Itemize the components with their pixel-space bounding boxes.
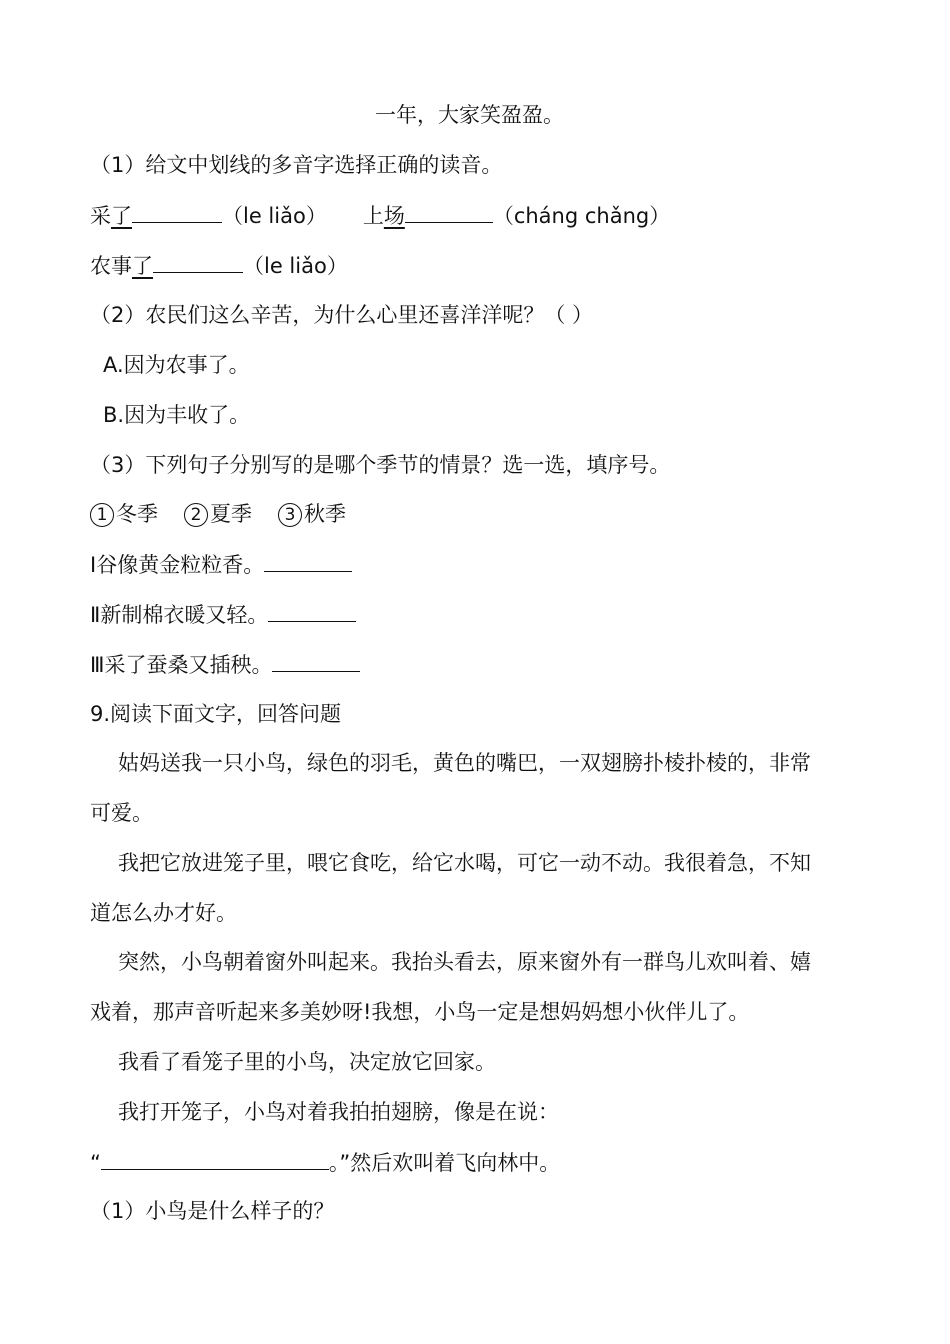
passage-p5: 我打开笼子，小鸟对着我拍拍翅膀，像是在说： [118,1100,559,1124]
passage-p2-line2: 道怎么办才好。 [90,901,237,925]
q1-item1-char: 了 [111,204,132,228]
q3-choice-3 [278,502,346,526]
passage-p2-line1: 我把它放进笼子里，喂它食吃，给它水喝，可它一动不动。我很着急，不知 [118,851,811,875]
q1-item2-prefix: 上 [362,204,384,228]
q3-choice-3-label: 秋季 [304,502,346,526]
passage-p6 [90,1147,560,1178]
circled-number-1: 1 [90,503,114,527]
open-quote: “ [90,1151,101,1175]
q1-item2-char: 场 [383,204,405,228]
q1-item1-blank[interactable] [132,200,222,223]
circled-number-2: 2 [184,503,208,527]
q3-sentence-3-blank[interactable] [272,649,360,672]
q2-option-b[interactable]: B.因为丰收了。 [103,403,251,427]
q2-option-a[interactable]: A.因为农事了。 [103,353,250,377]
q3-choice-2 [184,502,252,526]
passage-p1-line2: 可爱。 [90,801,153,825]
q1-item1-options: （le liǎo） [222,204,327,228]
q3-sentence-2-text: Ⅱ新制棉衣暖又轻。 [90,603,269,627]
passage-p1-line1: 姑妈送我一只小鸟，绿色的羽毛，黄色的嘴巴，一双翅膀扑棱扑棱的，非常 [118,751,811,775]
q3-prompt: （3）下列句子分别写的是哪个季节的情景？选一选，填序号。 [90,453,671,477]
q2-prompt: （2）农民们这么辛苦，为什么心里还喜洋洋呢？（ ） [90,303,594,327]
q3-sentence-2-blank[interactable] [268,599,356,622]
q3-choices [90,499,346,529]
q3-sentence-1-text: Ⅰ谷像黄金粒粒香。 [90,553,265,577]
circled-number-3: 3 [278,503,302,527]
passage-p6-rest: 。”然后欢叫着飞向林中。 [328,1151,561,1175]
q3-sentence-3-text: Ⅲ采了蚕桑又插秧。 [90,653,273,677]
section-9-title: 9.阅读下面文字，回答问题 [90,702,342,726]
q1-item2-options: （cháng chǎng） [492,204,671,228]
q3-choice-1-label: 冬季 [116,502,158,526]
q1-item3-char: 了 [132,254,153,278]
passage-p3-line1: 突然，小鸟朝着窗外叫起来。我抬头看去，原来窗外有一群鸟儿欢叫着、嬉 [118,950,811,974]
q3-sentence-2 [90,599,356,630]
bird-speech-blank[interactable] [101,1147,329,1170]
q1-item3-prefix: 农事 [90,254,132,278]
q1-prompt: （1）给文中划线的多音字选择正确的读音。 [90,153,503,177]
passage-p3-line2: 戏着，那声音听起来多美妙呀!我想，小鸟一定是想妈妈想小伙伴儿了。 [90,1000,750,1024]
passage-p4: 我看了看笼子里的小鸟，决定放它回家。 [118,1050,496,1074]
q1-row-2 [90,250,348,281]
q1-item3-options: （le liǎo） [243,254,348,278]
q1-item3-blank[interactable] [153,250,243,273]
section-9-question-1: （1）小鸟是什么样子的？ [90,1199,335,1223]
q3-sentence-3 [90,649,360,680]
q3-choice-1 [90,502,158,526]
q3-sentence-1-blank[interactable] [264,549,352,572]
q1-item1-prefix: 采 [90,204,111,228]
q1-row-1 [90,200,670,231]
poem-line: 一年，大家笑盈盈。 [375,103,564,127]
q3-choice-2-label: 夏季 [210,502,252,526]
q3-sentence-1 [90,549,352,580]
q1-item2-blank[interactable] [405,200,493,223]
